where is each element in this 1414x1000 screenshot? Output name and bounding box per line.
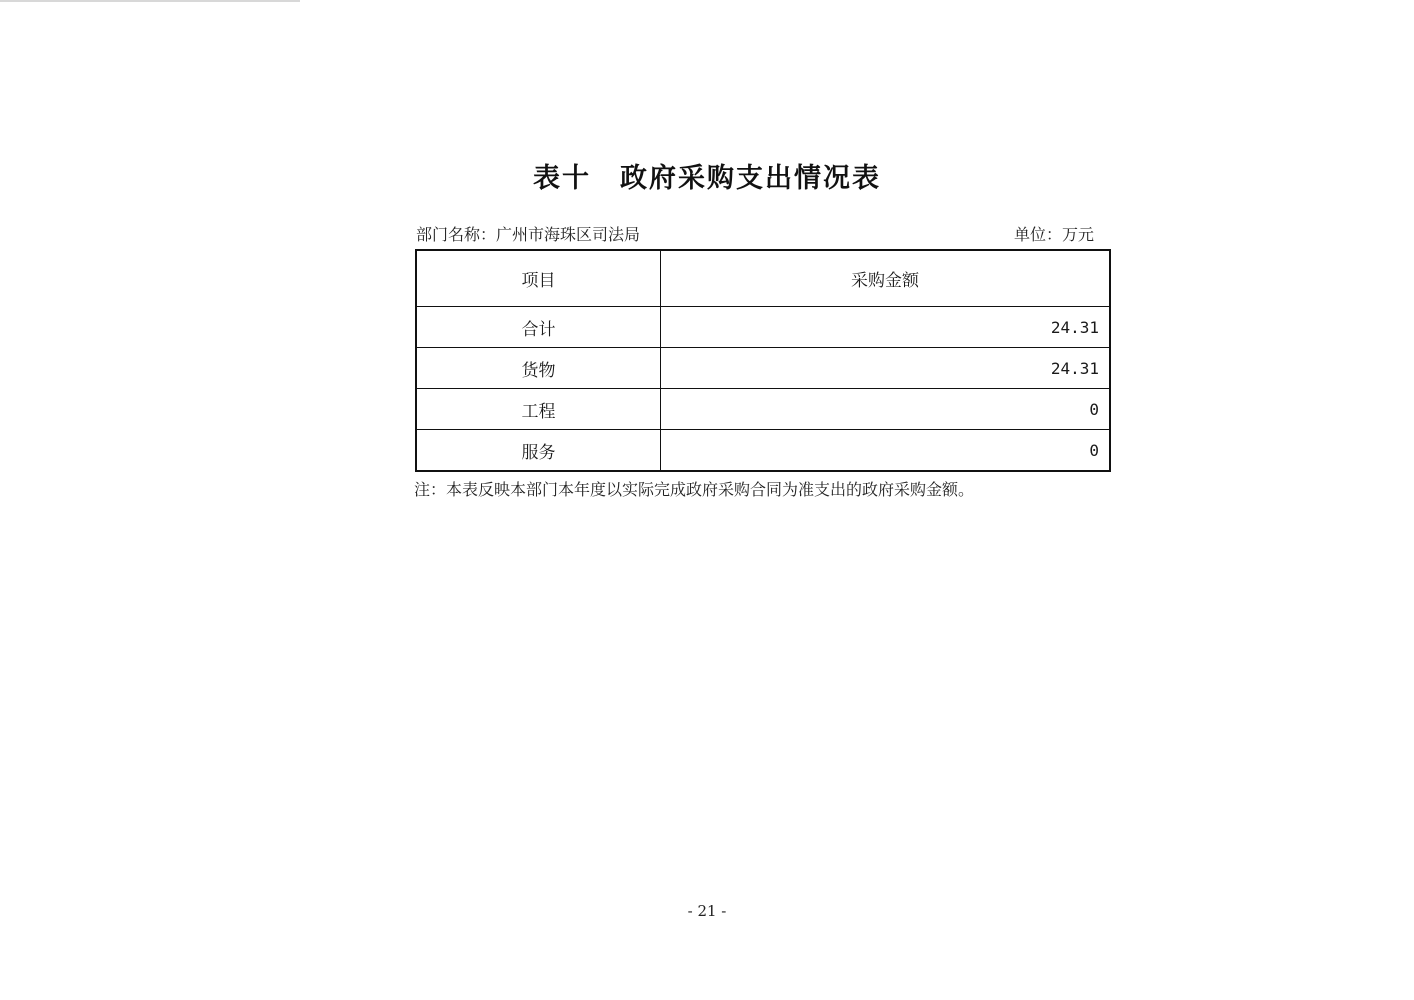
page-number: - 21 -: [687, 902, 727, 920]
row-amount: 0: [661, 389, 1111, 430]
row-item-label: 合计: [416, 307, 661, 348]
row-amount: 0: [661, 430, 1111, 472]
row-item-label: 工程: [416, 389, 661, 430]
department-label: 部门名称：广州市海珠区司法局: [416, 225, 641, 244]
page-title: 表十 政府采购支出情况表: [533, 163, 881, 194]
row-amount: 24.31: [661, 348, 1111, 389]
table-row: [416, 348, 1110, 389]
table-row: [416, 430, 1110, 472]
table-row: [416, 307, 1110, 348]
table-header-row: [416, 250, 1110, 307]
top-edge-rule: [0, 0, 300, 2]
header-amount: 采购金额: [661, 250, 1111, 307]
row-item-label: 服务: [416, 430, 661, 472]
header-item: 项目: [416, 250, 661, 307]
row-amount: 24.31: [661, 307, 1111, 348]
table-footnote: 注：本表反映本部门本年度以实际完成政府采购合同为准支出的政府采购金额。: [414, 480, 975, 499]
unit-label: 单位：万元: [1014, 225, 1095, 244]
table-row: [416, 389, 1110, 430]
row-item-label: 货物: [416, 348, 661, 389]
procurement-table: [415, 249, 1111, 472]
